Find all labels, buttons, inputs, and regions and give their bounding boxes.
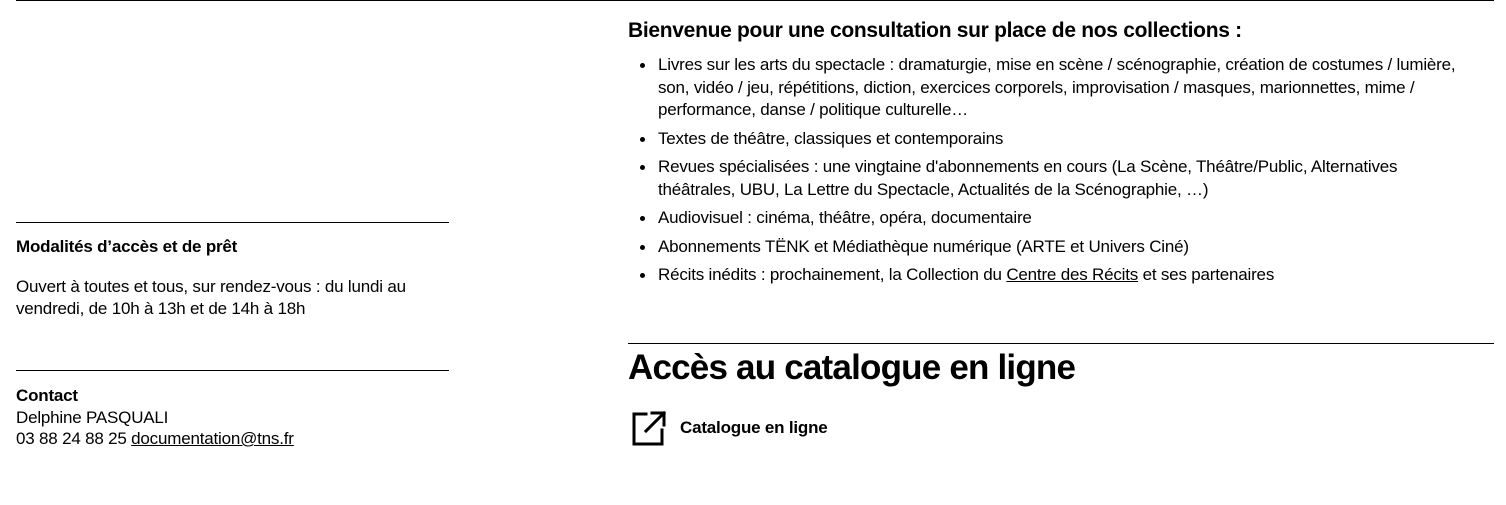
list-item: Audiovisuel : cinéma, théâtre, opéra, documentaire (628, 207, 1468, 230)
catalog-link[interactable] (630, 410, 828, 446)
bullet-icon (640, 216, 645, 221)
top-divider (16, 0, 1494, 1)
external-link-icon (630, 410, 666, 446)
list-item: Livres sur les arts du spectacle : dramaturgie, mise en scène / scénographie, création de costumes / lumière, son, vidéo / jeu, répétitions, diction, exercices corporels, improvisation / masques, marionnettes, mime / performance, danse / politique culturelle… (628, 54, 1468, 122)
bullet-icon (640, 63, 645, 68)
bullet-icon (640, 165, 645, 170)
list-item: Récits inédits : prochainement, la Collection du Centre des Récits et ses partenaires (628, 264, 1468, 287)
access-hours-text: Ouvert à toutes et tous, sur rendez-vous : du lundi au vendredi, de 10h à 13h et de 14h à 18h (16, 277, 406, 318)
contact-block (16, 385, 294, 450)
list-item: Revues spécialisées : une vingtaine d'abonnements en cours (La Scène, Théâtre/Public, Alternatives théâtrales, UBU, La Lettre du Spectacle, Actualités de la Scénographie, …) (628, 156, 1468, 201)
collections-heading: Bienvenue pour une consultation sur place de nos collections : (628, 19, 1242, 42)
contact-divider (16, 370, 449, 371)
contact-title: Contact (16, 386, 78, 405)
contact-phone: 03 88 24 88 25 (16, 429, 127, 448)
list-item: Textes de théâtre, classiques et contemporains (628, 128, 1468, 151)
bullet-icon (640, 273, 645, 278)
contact-line (16, 428, 294, 450)
bullet-icon (640, 245, 645, 250)
catalog-link-label: Catalogue en ligne (680, 418, 828, 437)
contact-email-link[interactable]: documentation@tns.fr (131, 429, 294, 448)
list-item: Abonnements TËNK et Médiathèque numérique (ARTE et Univers Ciné) (628, 236, 1468, 259)
centre-des-recits-link[interactable]: Centre des Récits (1006, 265, 1139, 284)
collections-list (628, 54, 1468, 293)
catalog-title: Accès au catalogue en ligne (628, 348, 1076, 387)
bullet-icon (640, 137, 645, 142)
catalog-divider (628, 343, 1494, 344)
contact-name: Delphine PASQUALI (16, 407, 169, 427)
access-divider (16, 222, 449, 223)
access-title: Modalités d’accès et de prêt (16, 237, 238, 256)
